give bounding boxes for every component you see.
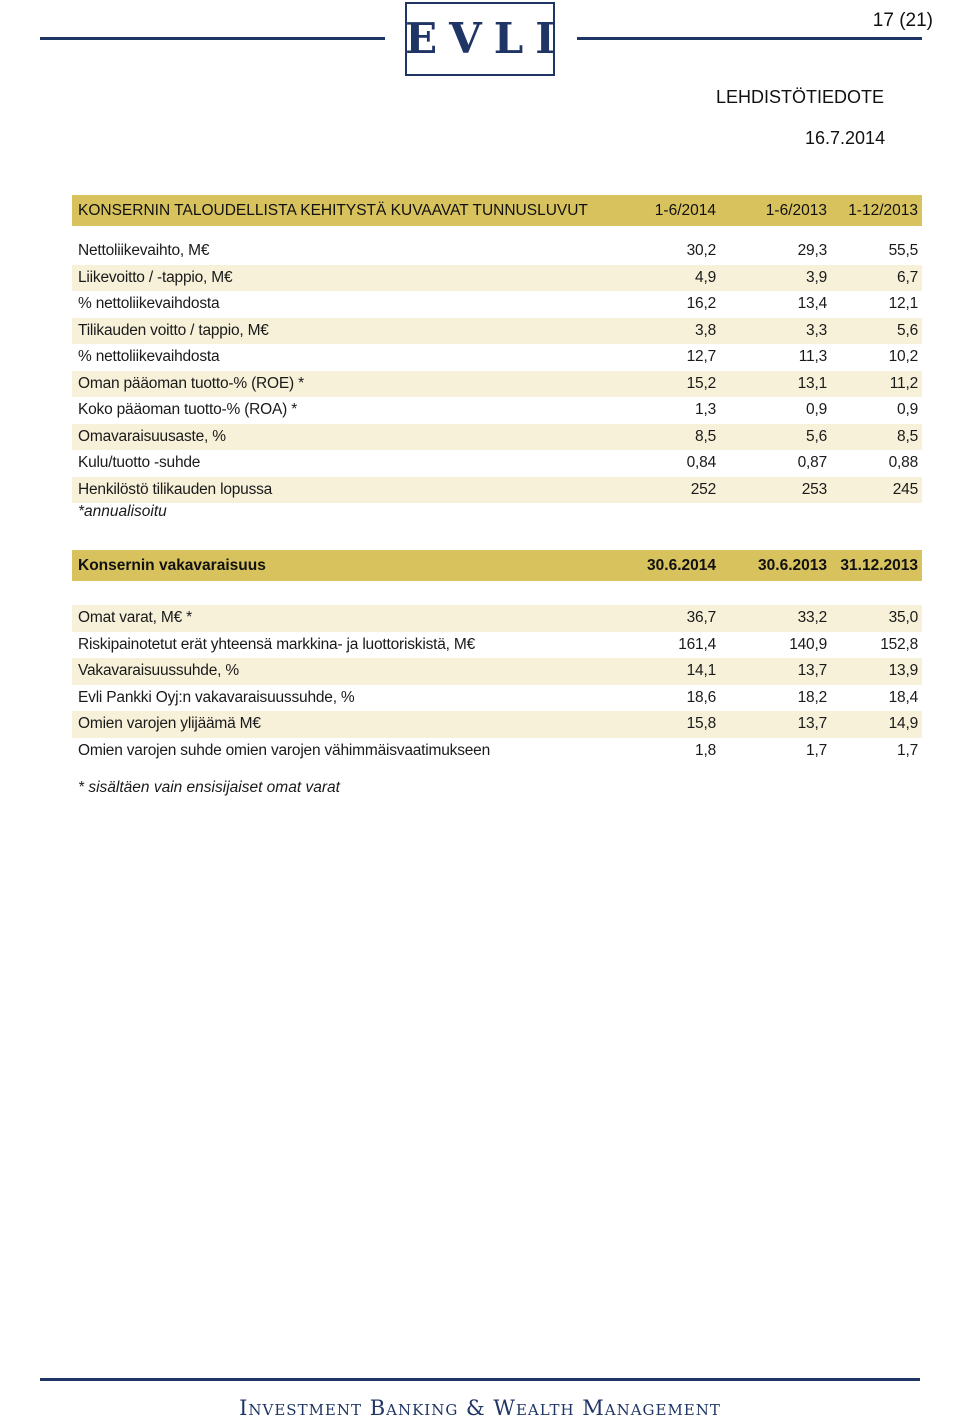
row-value: 36,7	[686, 609, 716, 626]
row-label: Omien varojen suhde omien varojen vähimmäisvaatimukseen	[78, 741, 491, 759]
row-value: 1,3	[695, 401, 716, 418]
row-value: 4,9	[695, 268, 716, 286]
row-value: 15,2	[686, 374, 716, 392]
footer-rule	[40, 1378, 920, 1381]
row-value: 35,0	[888, 609, 918, 626]
column-header: 1-6/2013	[765, 202, 827, 219]
table-row	[72, 738, 922, 765]
row-value: 0,9	[897, 401, 918, 418]
row-label: Liikevoitto / -tappio, M€	[78, 268, 233, 286]
row-value: 14,1	[686, 662, 716, 679]
row-label: Riskipainotetut erät yhteensä markkina- ja luottoriskistä, M€	[78, 635, 476, 653]
row-label: Omien varojen ylijäämä M€	[78, 715, 261, 732]
row-value: 3,8	[695, 321, 716, 339]
column-header: 30.6.2013	[758, 557, 827, 574]
row-value: 14,9	[888, 715, 918, 732]
row-value: 12,1	[888, 295, 918, 312]
row-value: 11,2	[889, 374, 918, 392]
row-value: 161,4	[678, 635, 716, 653]
row-value: 1,7	[897, 741, 918, 759]
capital-adequacy-header	[72, 550, 922, 581]
table-row	[72, 291, 922, 318]
row-value: 0,87	[797, 454, 827, 471]
key-figures-title: KONSERNIN TALOUDELLISTA KEHITYSTÄ KUVAAVAT TUNNUSLUVUT	[78, 202, 588, 219]
row-label: Omavaraisuusaste, %	[78, 427, 226, 445]
row-label: % nettoliikevaihdosta	[78, 295, 220, 312]
row-value: 13,4	[797, 295, 827, 312]
key-figures-rows	[72, 238, 922, 503]
row-label: Koko pääoman tuotto-% (ROA) *	[78, 401, 298, 418]
table-row	[72, 371, 922, 398]
footer-tagline: Investment Banking & Wealth Management	[239, 1396, 721, 1420]
row-value: 1,8	[695, 741, 716, 759]
row-value: 18,4	[888, 688, 918, 706]
table-row	[72, 658, 922, 685]
row-label: Tilikauden voitto / tappio, M€	[78, 321, 269, 339]
table-row	[72, 397, 922, 424]
column-header: 30.6.2014	[647, 557, 716, 574]
row-label: Oman pääoman tuotto-% (ROE) *	[78, 374, 304, 392]
table-row	[72, 450, 922, 477]
row-value: 245	[892, 480, 918, 498]
row-value: 0,9	[806, 401, 827, 418]
row-value: 11,3	[798, 348, 827, 365]
row-label: Kulu/tuotto -suhde	[78, 454, 201, 471]
header-rule-left	[40, 37, 385, 40]
capital-adequacy-table	[72, 550, 922, 764]
row-value: 18,2	[797, 688, 827, 706]
row-label: Vakavaraisuussuhde, %	[78, 662, 239, 679]
row-value: 12,7	[686, 348, 716, 365]
row-value: 30,2	[686, 242, 716, 259]
row-value: 13,7	[797, 715, 827, 732]
document-type: LEHDISTÖTIEDOTE	[716, 87, 885, 107]
key-figures-header	[72, 195, 922, 226]
row-value: 3,3	[806, 321, 827, 339]
row-value: 152,8	[880, 635, 918, 653]
row-value: 3,9	[806, 268, 827, 286]
table-row	[72, 265, 922, 292]
row-value: 13,1	[797, 374, 827, 392]
table-row	[72, 711, 922, 738]
capital-adequacy-footnote: * sisältäen vain ensisijaiset omat varat	[78, 779, 340, 796]
row-value: 8,5	[897, 427, 918, 445]
table-row	[72, 318, 922, 345]
capital-adequacy-rows	[72, 605, 922, 764]
row-value: 29,3	[797, 242, 827, 259]
row-value: 0,84	[686, 454, 716, 471]
row-value: 10,2	[888, 348, 918, 365]
row-value: 33,2	[797, 609, 827, 626]
row-value: 6,7	[897, 268, 918, 286]
row-label: Omat varat, M€ *	[78, 609, 192, 626]
table-row	[72, 605, 922, 632]
column-header: 31.12.2013	[840, 557, 918, 574]
row-value: 5,6	[897, 321, 918, 339]
column-header: 1-12/2013	[848, 202, 918, 219]
table-row	[72, 685, 922, 712]
row-value: 13,9	[888, 662, 918, 679]
key-figures-table	[72, 195, 922, 503]
row-label: Henkilöstö tilikauden lopussa	[78, 480, 273, 498]
row-value: 253	[801, 480, 827, 498]
capital-adequacy-title: Konsernin vakavaraisuus	[78, 557, 266, 574]
document-date: 16.7.2014	[805, 128, 886, 148]
table-row	[72, 424, 922, 451]
row-value: 252	[690, 480, 716, 498]
row-value: 1,7	[806, 741, 827, 759]
row-value: 55,5	[888, 242, 918, 259]
row-value: 0,88	[888, 454, 918, 471]
row-value: 13,7	[797, 662, 827, 679]
key-figures-footnote: *annualisoitu	[78, 503, 167, 520]
logo-text: EVLI	[405, 14, 567, 63]
row-value: 8,5	[695, 427, 716, 445]
header-rule-right	[577, 37, 922, 40]
row-value: 140,9	[789, 635, 827, 653]
page-number: 17 (21)	[872, 10, 933, 31]
table-row	[72, 238, 922, 265]
table-row	[72, 477, 922, 504]
table-row	[72, 344, 922, 371]
row-label: % nettoliikevaihdosta	[78, 348, 220, 365]
table-row	[72, 632, 922, 659]
row-value: 16,2	[686, 295, 716, 312]
row-value: 18,6	[686, 688, 716, 706]
evli-logo	[405, 2, 567, 76]
row-label: Nettoliikevaihto, M€	[78, 242, 210, 259]
row-value: 5,6	[806, 427, 827, 445]
row-label: Evli Pankki Oyj:n vakavaraisuussuhde, %	[78, 688, 355, 706]
row-value: 15,8	[686, 715, 716, 732]
column-header: 1-6/2014	[654, 202, 716, 219]
